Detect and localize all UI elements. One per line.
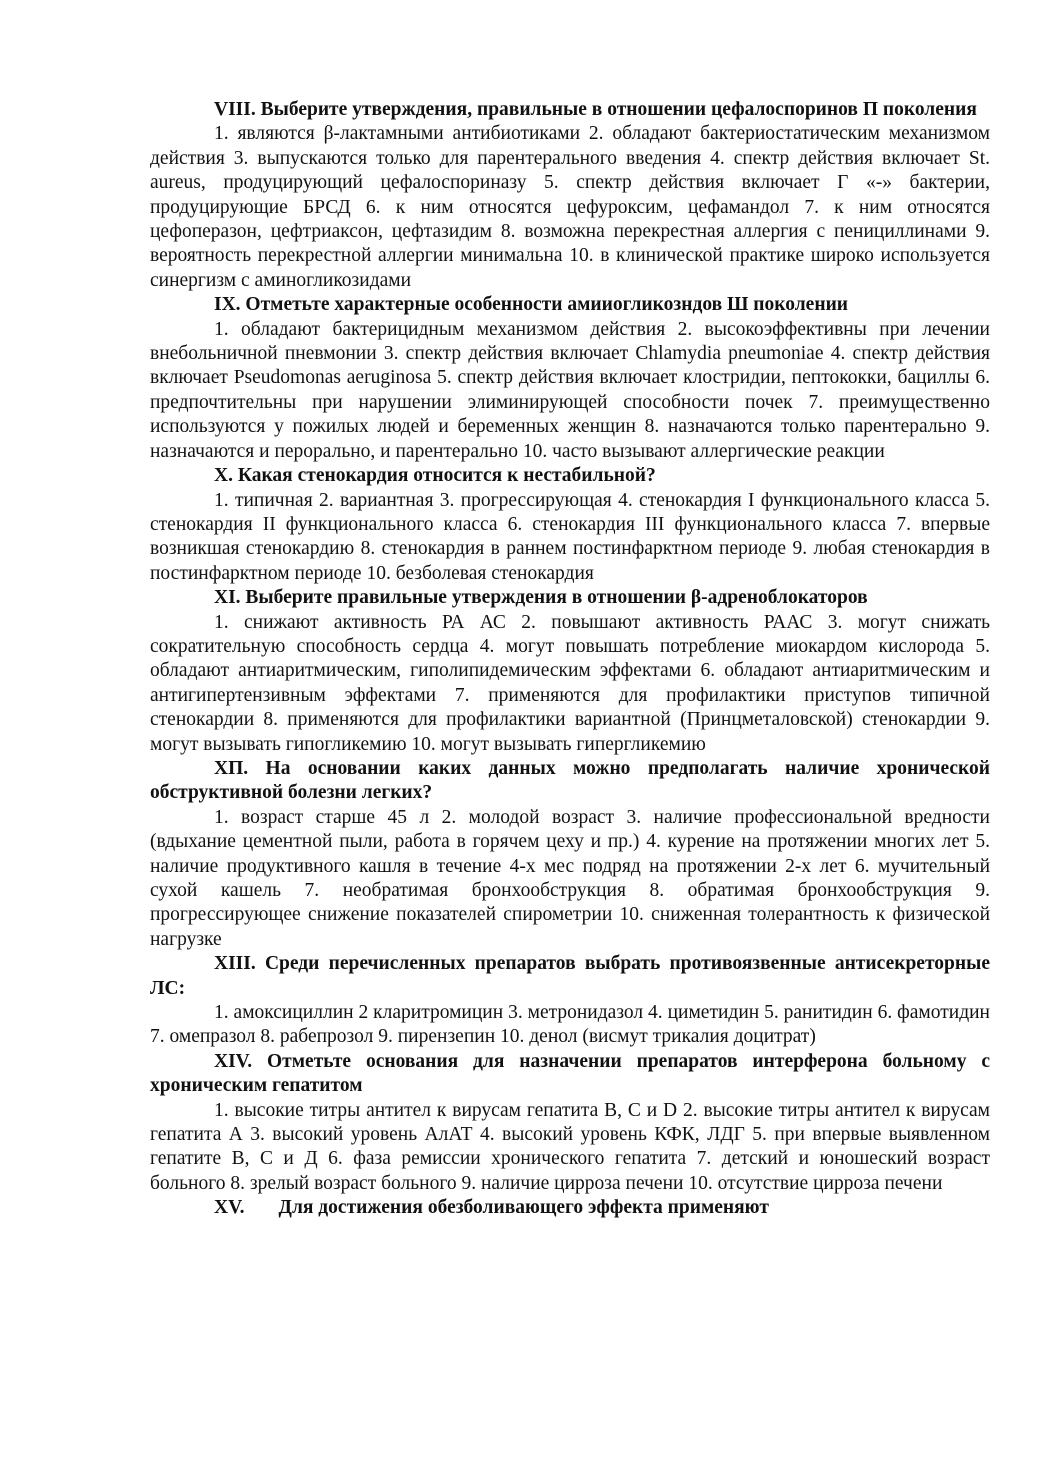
question-options: 1. типичная 2. вариантная 3. прогрессирующая 4. стенокардия I функционального класса 5. стенокардия II функционального класса 6. стенокардия III функционального класса 7. впервые возникшая стенокардию 8. стенокардия в раннем постинфарктном периоде 9. любая стенокардия в постинфарктном периоде 10. безболевая стенокардия — [150, 489, 990, 584]
question-xiv — [150, 1050, 990, 1196]
question-xii — [150, 757, 990, 952]
question-xv — [150, 1196, 990, 1220]
question-options: 1. возраст старше 45 л 2. молодой возраст 3. наличие профессиональной вредности (вдыхание цементной пыли, работа в горячем цеху и пр.) 4. курение на протяжении многих лет 5. наличие продуктивного кашля в течение 4-х мес подряд на протяжении 2-х лет 6. мучительный сухой кашель 7. необратимая бронхообструкция 8. обратимая бронхообструкция 9. прогрессирующее снижение показателей спирометрии 10. сниженная толерантность к физической нагрузке — [150, 806, 990, 950]
question-title: IX. Отметьте характерные особенности амииогликозндов Ш поколении — [214, 294, 849, 316]
question-title: XIV. Отметьте основания для назначении препаратов интерферона больному с хроническим гепатитом — [150, 1050, 990, 1097]
question-xi — [150, 586, 990, 757]
document-page — [150, 98, 990, 1221]
question-xiii — [150, 952, 990, 1050]
question-text: Для достижения обезболивающего эффекта применяют — [278, 1197, 769, 1219]
question-numeral: XV. — [214, 1197, 245, 1219]
question-ix — [150, 293, 990, 464]
question-options: 1. высокие титры антител к вирусам гепатита В, С и D 2. высокие титры антител к вирусам гепатита А 3. высокий уровень АлАТ 4. высокий уровень КФК, ЛДГ 5. при впервые выявленном гепатите В, С и Д 6. фаза ремиссии хронического гепатита 7. детский и юношеский возраст больного 8. зрелый возраст больного 9. наличие цирроза печени 10. отсутствие цирроза печени — [150, 1099, 990, 1194]
question-title: ХП. На основании каких данных можно предполагать наличие хронической обструктивной болезни легких? — [150, 757, 990, 804]
question-options: 1. обладают бактерицидным механизмом действия 2. высокоэффективны при лечении внебольничной пневмонии 3. спектр действия включает Chlamydia pneumoniae 4. спектр действия включает Pseudomonas aeruginosa 5. спектр действия включает клостридии, пептококки, бациллы 6. предпочтительны при нарушении элиминирующей способности почек 7. преимущественно используются у пожилых людей и беременных женщин 8. назначаются только парентерально 9. назначаются и перорально, и парентерально 10. часто вызывают аллергические реакции — [150, 318, 990, 462]
question-title: X. Какая стенокардия относится к нестабильной? — [214, 465, 656, 487]
question-title — [150, 1196, 990, 1220]
question-title: XI. Выберите правильные утверждения в отношении β-адреноблокаторов — [214, 587, 868, 609]
question-viii — [150, 98, 990, 293]
question-x — [150, 464, 990, 586]
question-title: VIII. Выберите утверждения, правильные в отношении цефалоспоринов П поколения — [214, 99, 977, 120]
question-options: 1. являются β-лактамными антибиотиками 2. обладают бактериостатическим механизмом действия 3. выпускаются только для парентерального введения 4. спектр действия включает St. aureus, продуцирующий цефалоспориназу 5. спектр действия включает Г «-» бактерии, продуцирующие БРСД 6. к ним относятся цефуроксим, цефамандол 7. к ним относятся цефоперазон, цефтриаксон, цефтазидим 8. возможна перекрестная аллергия с пенициллинами 9. вероятность перекрестной аллергии минимальна 10. в клинической практике широко используется синергизм с аминогликозидами — [150, 123, 990, 291]
question-title: XIII. Среди перечисленных препаратов выбрать противоязвенные антисекреторные ЛС: — [150, 953, 990, 999]
question-options: 1. амоксициллин 2 кларитромицин 3. метронидазол 4. циметидин 5. ранитидин 6. фамотидин 7. омепразол 8. рабепрозол 9. пирензепин 10. денол (висмут трикалия доцитрат) — [150, 1002, 990, 1048]
question-options: 1. снижают активность РА АС 2. повышают активность РААС 3. могут снижать сократительную способность сердца 4. могут повышать потребление миокардом кислорода 5. обладают антиаритмическим, гиполипидемическим эффектами 6. обладают антиаритмическим и антигипертензивным эффектами 7. применяются для профилактики приступов типичной стенокардии 8. применяются для профилактики вариантной (Принцметаловской) стенокардии 9. могут вызывать гипогликемию 10. могут вызывать гипергликемию — [150, 611, 990, 755]
